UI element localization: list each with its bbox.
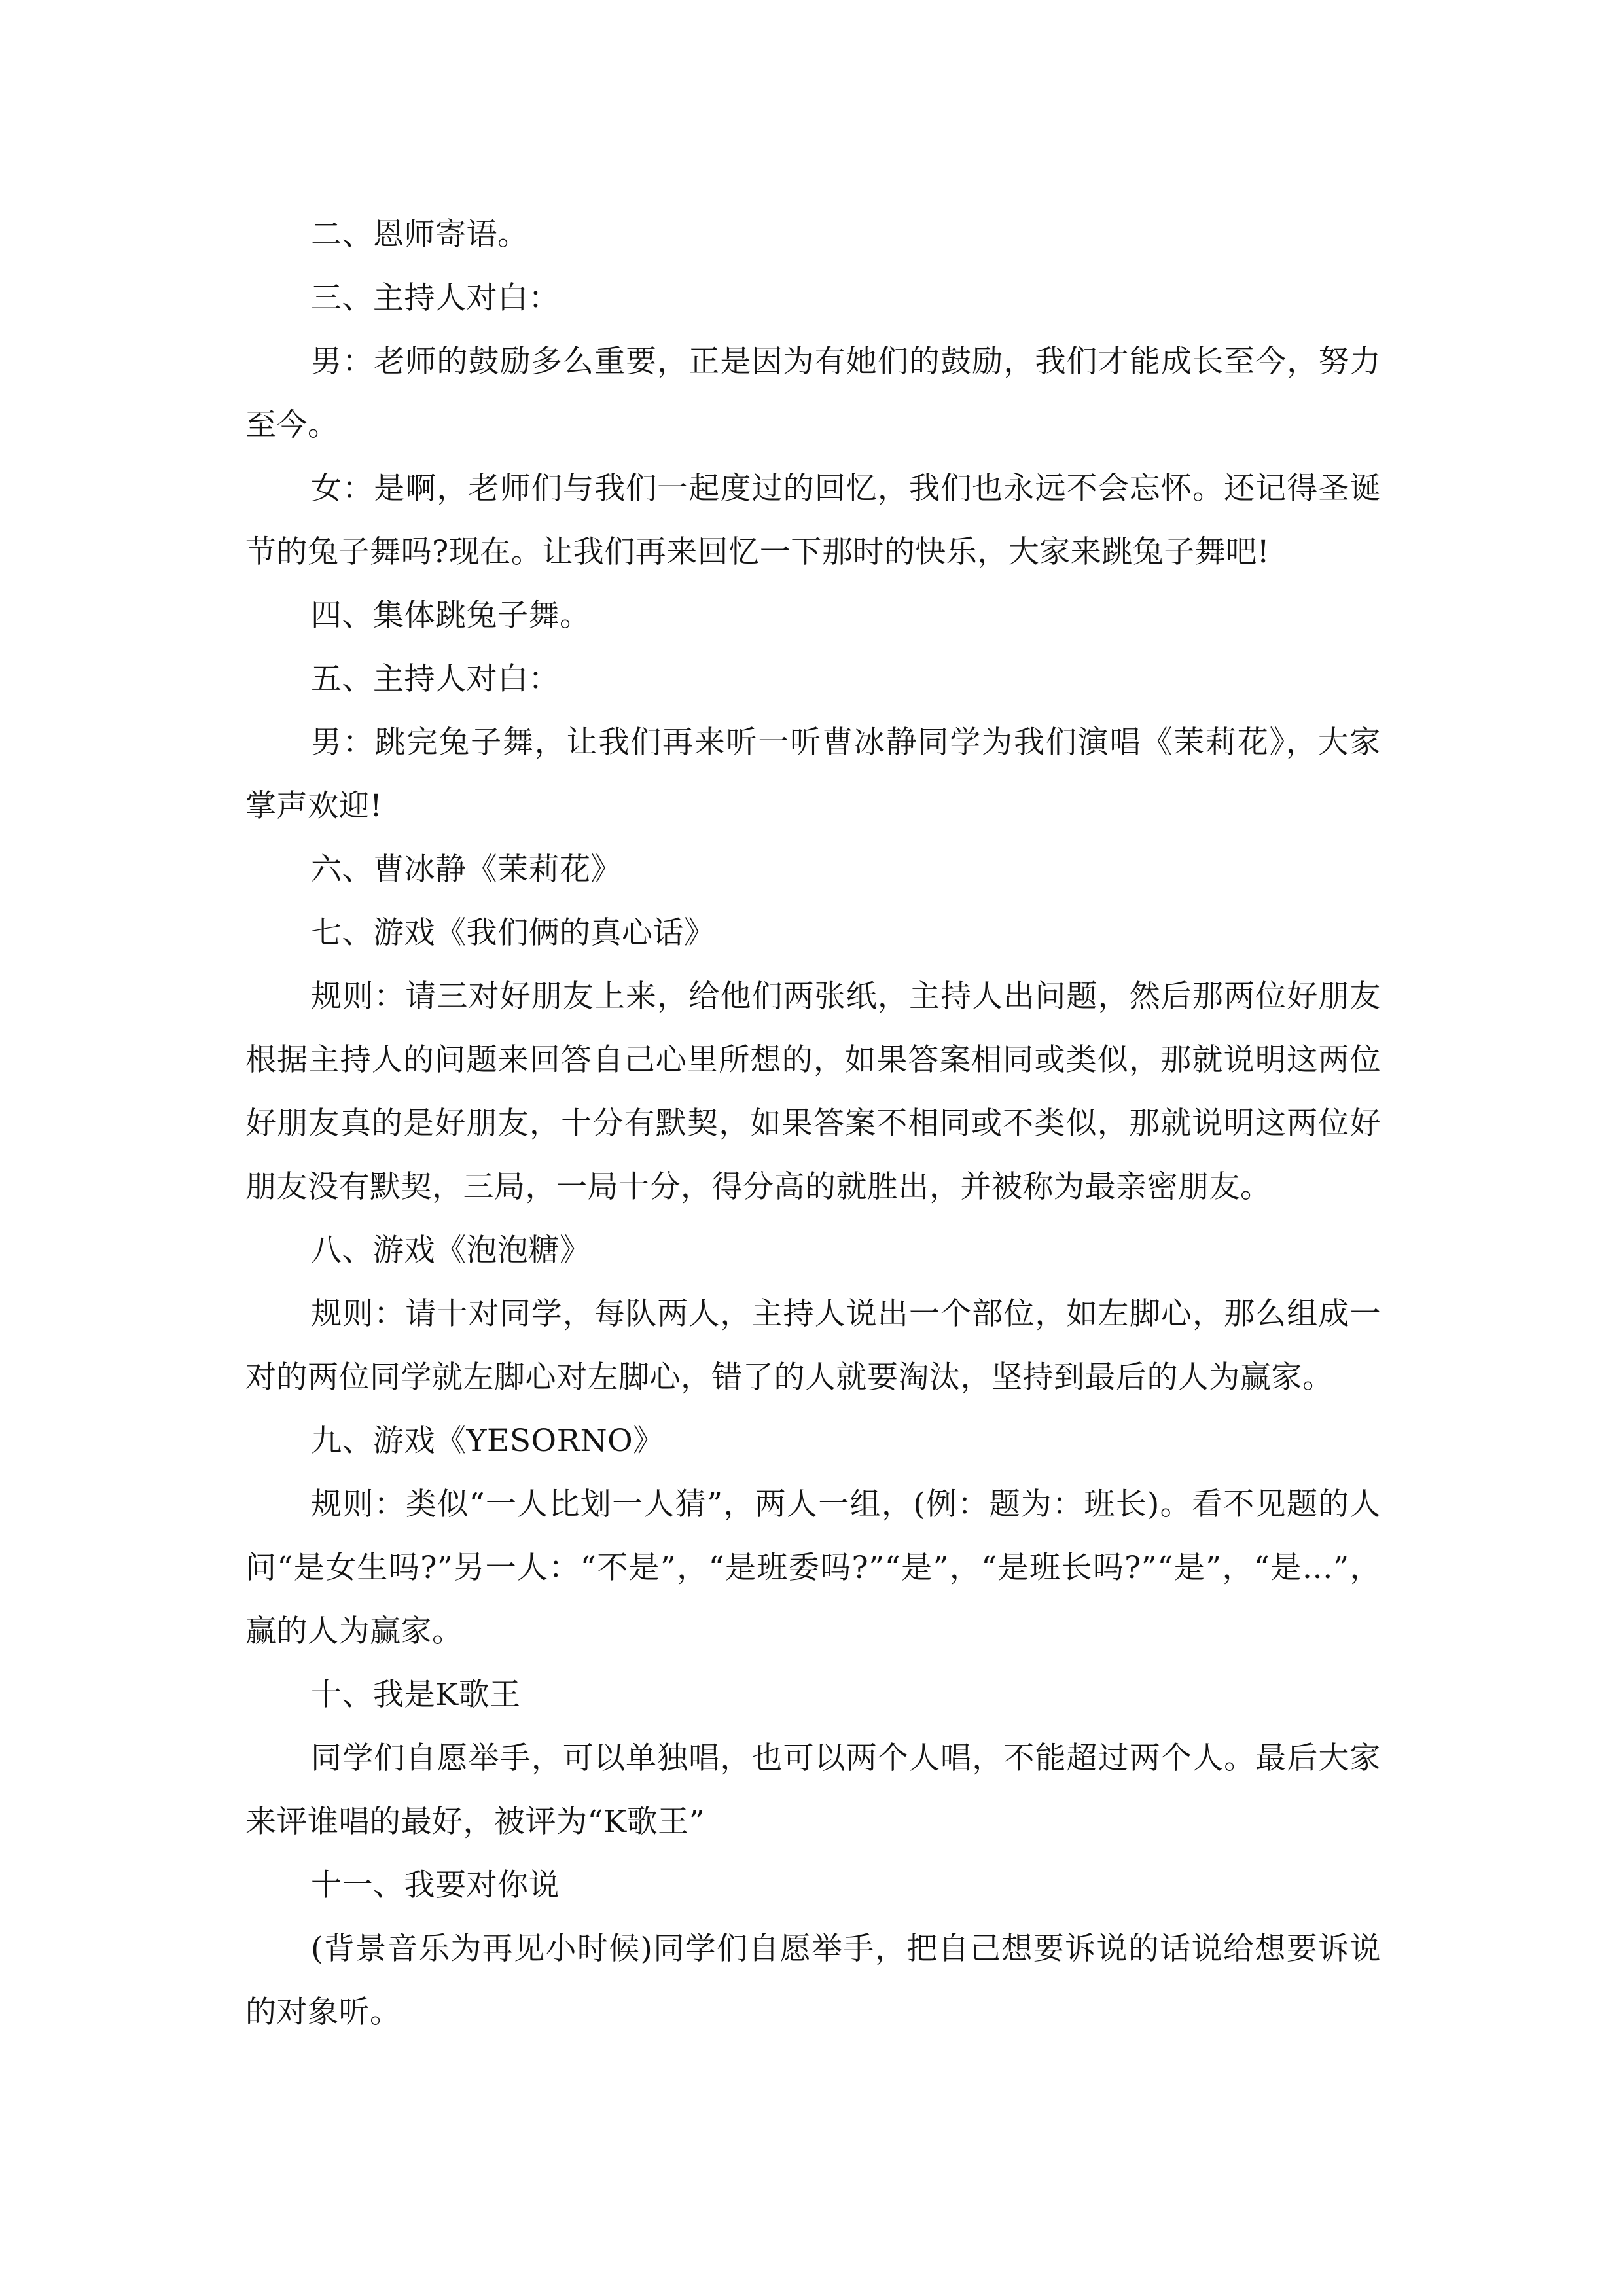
paragraph-game-bubblegum-heading: 八、游戏《泡泡糖》 xyxy=(311,1232,591,1268)
paragraph-male-host-line-2: 男：跳完兔子舞，让我们再来听一听曹冰静同学为我们演唱《茉莉花》，大家掌声欢迎! xyxy=(245,725,1381,824)
paragraph-tell-you-heading: 十一、我要对你说 xyxy=(311,1867,560,1903)
paragraph-host-dialogue-heading-1: 三、主持人对白： xyxy=(311,280,560,316)
paragraph-game-truth-rules: 规则：请三对好朋友上来，给他们两张纸，主持人出问题，然后那两位好朋友根据主持人的问题来回答自己心里所想的，如果答案相同或类似，那就说明这两位好朋友真的是好朋友，十分有默契，如果答案不相同或不类似，那就说明这两位好朋友没有默契，三局，一局十分，得分高的就胜出，并被称为最亲密朋友。 xyxy=(245,978,1381,1205)
paragraph-karaoke-rules: 同学们自愿举手，可以单独唱，也可以两个人唱，不能超过两个人。最后大家来评谁唱的最好，被评为“K歌王” xyxy=(245,1740,1381,1840)
paragraph-game-truth-heading: 七、游戏《我们俩的真心话》 xyxy=(311,915,715,951)
paragraph-host-dialogue-heading-2: 五、主持人对白： xyxy=(311,661,560,697)
paragraph-teacher-message: 二、恩师寄语。 xyxy=(311,217,529,253)
paragraph-tell-you-body: (背景音乐为再见小时候)同学们自愿举手，把自己想要诉说的话说给想要诉说的对象听。 xyxy=(245,1931,1381,2030)
paragraph-game-yesorno-heading: 九、游戏《YESORNO》 xyxy=(311,1423,664,1459)
paragraph-karaoke-heading: 十、我是K歌王 xyxy=(311,1677,521,1713)
paragraph-female-host-line: 女：是啊，老师们与我们一起度过的回忆，我们也永远不会忘怀。还记得圣诞节的兔子舞吗?现在。让我们再来回忆一下那时的快乐，大家来跳兔子舞吧! xyxy=(245,471,1381,570)
paragraph-game-yesorno-rules: 规则：类似“一人比划一人猜”，两人一组，(例：题为：班长)。看不见题的人问“是女生吗?”另一人：“不是”，“是班委吗?”“是”，“是班长吗?”“是”，“是…”，赢的人为赢家。 xyxy=(245,1486,1381,1649)
paragraph-song-jasmine: 六、曹冰静《茉莉花》 xyxy=(311,852,622,888)
paragraph-bunny-dance: 四、集体跳兔子舞。 xyxy=(311,598,591,634)
paragraph-male-host-line-1: 男：老师的鼓励多么重要，正是因为有她们的鼓励，我们才能成长至今，努力至今。 xyxy=(245,344,1381,443)
document-page xyxy=(245,203,1381,2044)
paragraph-game-bubblegum-rules: 规则：请十对同学，每队两人，主持人说出一个部位，如左脚心，那么组成一对的两位同学就左脚心对左脚心，错了的人就要淘汰，坚持到最后的人为赢家。 xyxy=(245,1296,1381,1395)
